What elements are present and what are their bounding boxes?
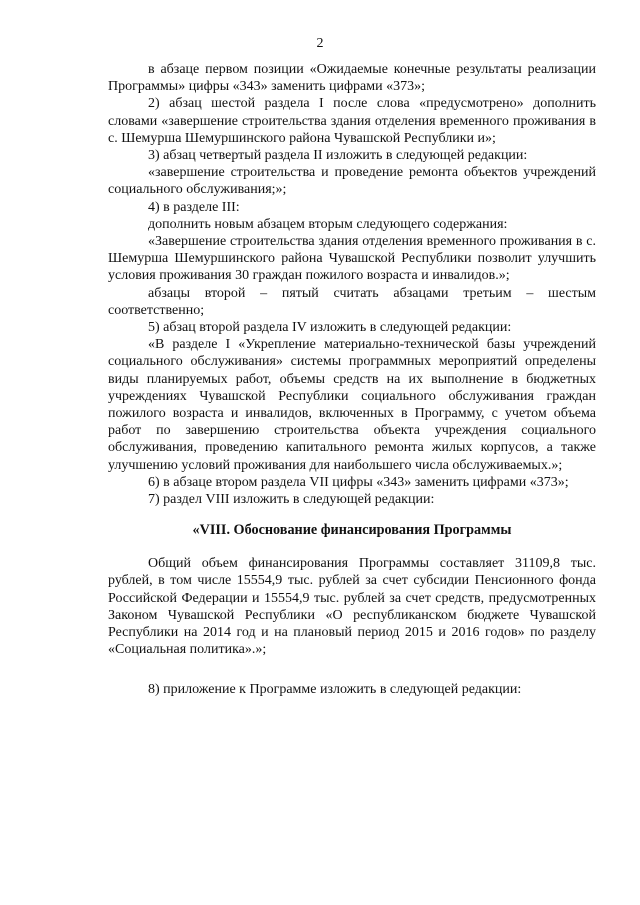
page-number: 2: [316, 36, 324, 51]
paragraph-item-7: 7) раздел VIII изложить в следующей редакции:: [148, 492, 435, 508]
paragraph-amend-expected-results: в абзаце первом позиции «Ожидаемые конечные результаты реализации Программы» цифры «343» заменить цифрами «373»;: [108, 62, 596, 95]
paragraph-item-5-text: «В разделе I «Укрепление материально-технической базы учреждений социального обслуживания» системы программных мероприятий определены виды планируемых работ, объемы средств на их выполнение в бюджетных учреждениях Чувашской Республики социального обслуживания граждан пожилого возраста и инвалидов, включенных в Программу, с учетом объема работ по завершению строительства объекта учреждения социального обслуживания, проведению капитального ремонта жилых корпусов, а также улучшению условий проживания для наибольшего числа обслуживаемых.»;: [108, 337, 596, 473]
paragraph-item-6: 6) в абзаце втором раздела VII цифры «343» заменить цифрами «373»;: [148, 474, 569, 490]
paragraph-item-5: 5) абзац второй раздела IV изложить в следующей редакции:: [148, 320, 512, 336]
paragraph-item-4-add: дополнить новым абзацем вторым следующего содержания:: [148, 216, 508, 232]
paragraph-item-3: 3) абзац четвертый раздела II изложить в следующей редакции:: [148, 148, 528, 164]
paragraph-item-3-text: «завершение строительства и проведение ремонта объектов учреждений социального обслуживания;»;: [108, 165, 596, 198]
paragraph-item-8: 8) приложение к Программе изложить в следующей редакции:: [148, 681, 522, 697]
paragraph-item-2: 2) абзац шестой раздела I после слова «предусмотрено» дополнить словами «завершение строительства здания отделения временного проживания в с. Шемурша Шемуршинского района Чувашской Республики и»;: [108, 96, 596, 146]
paragraph-item-4-text: «Завершение строительства здания отделения временного проживания в с. Шемурша Шемуршинского района Чувашской Республики позволит улучшить условия проживания 30 граждан пожилого возраста и инвалидов.»;: [108, 234, 596, 284]
paragraph-funding: Общий объем финансирования Программы составляет 31109,8 тыс. рублей, в том числе 15554,9 тыс. рублей за счет субсидии Пенсионного фонда Российской Федерации и 15554,9 тыс. рублей за счет средств, предусмотренных Законом Чувашской Республики «О республиканском бюджете Чувашской Республики на 2014 год и на плановый период 2015 и 2016 годов» по разделу «Социальная политика».»;: [108, 556, 596, 658]
document-body: [108, 61, 596, 698]
section-heading: «VIII. Обоснование финансирования Программы: [192, 522, 512, 539]
paragraph-item-4-renumber: абзацы второй – пятый считать абзацами третьим – шестым соответственно;: [108, 285, 596, 318]
paragraph-item-4: 4) в разделе III:: [148, 199, 240, 215]
